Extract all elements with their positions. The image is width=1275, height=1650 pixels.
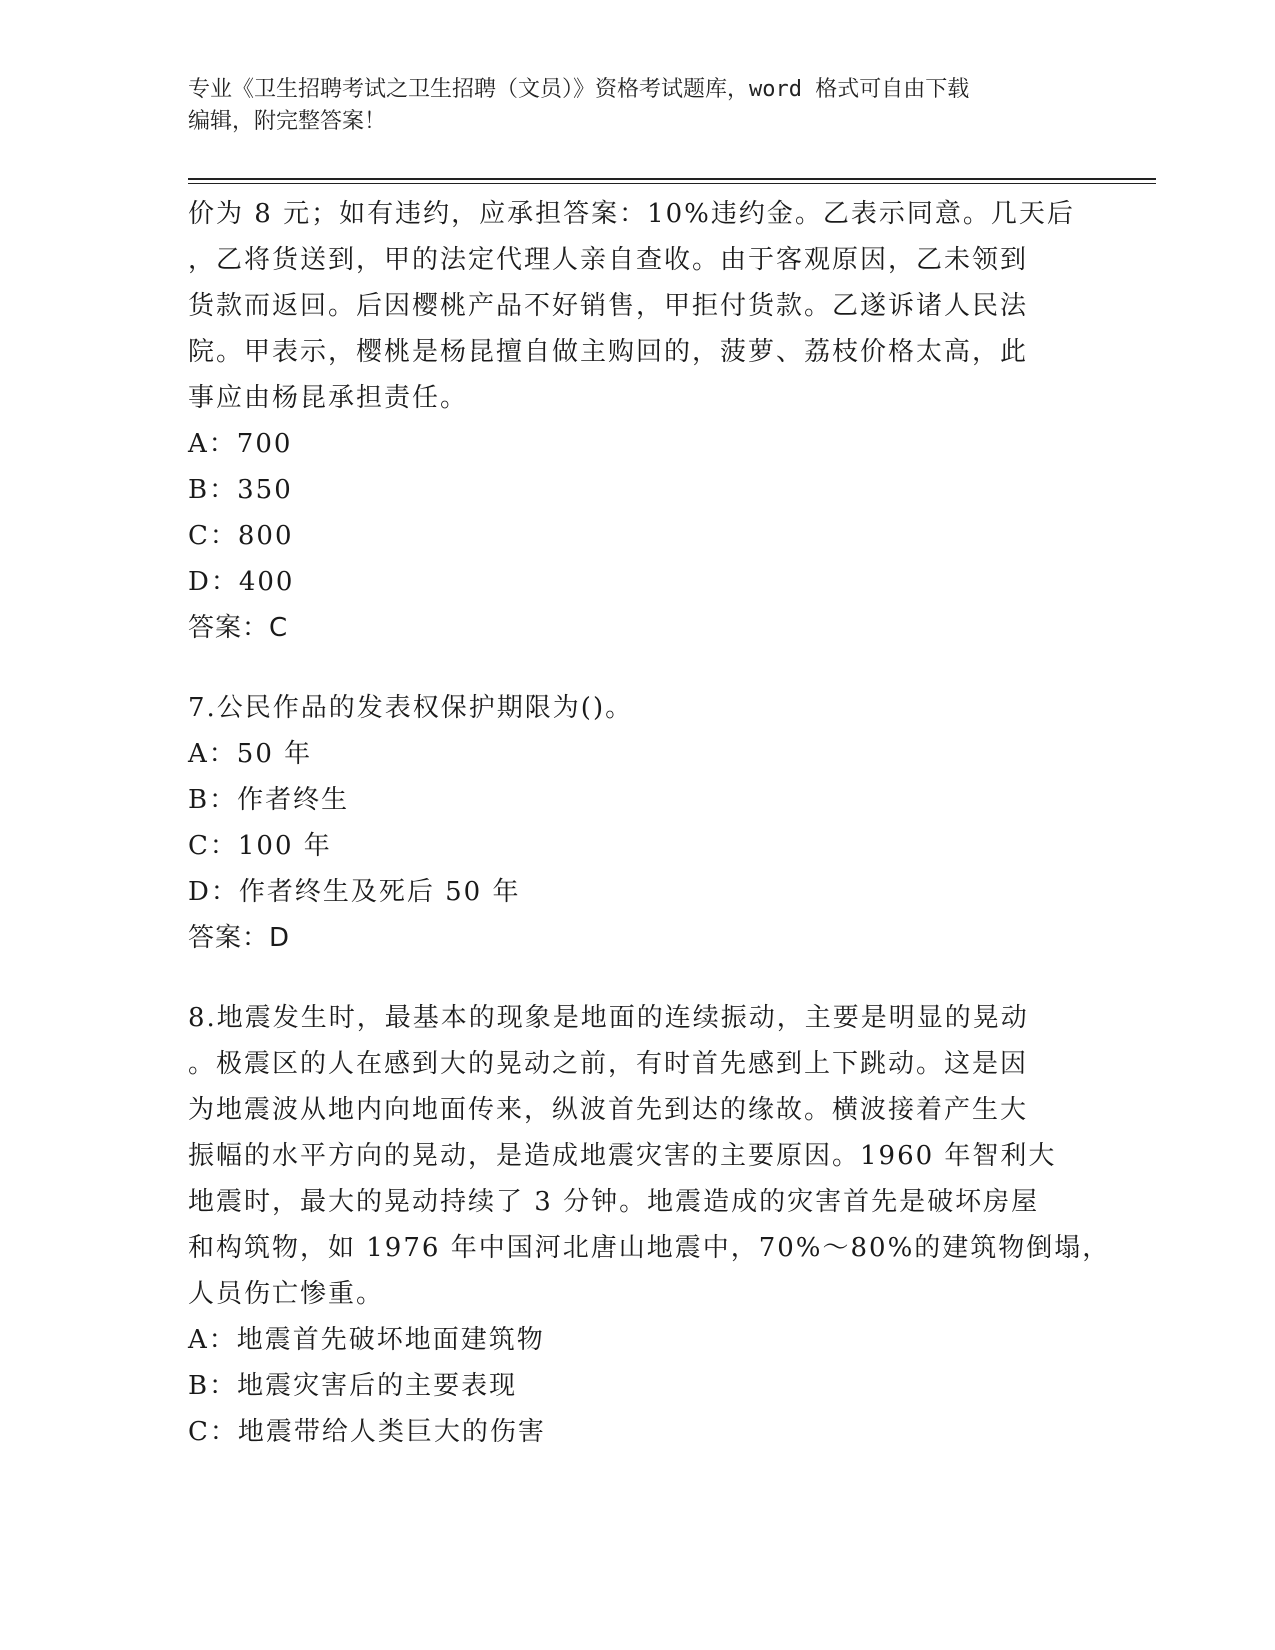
question-8-text-line: 8.地震发生时，最基本的现象是地面的连续振动，主要是明显的晃动 [188, 1003, 1029, 1033]
question-6-text-line: 事应由杨昆承担责任。 [188, 383, 469, 413]
question-8-text-line: 和构筑物，如 1976 年中国河北唐山地震中，70%～80%的建筑物倒塌， [188, 1233, 1111, 1263]
question-8 [188, 995, 1111, 1455]
question-7-stem: 7.公民作品的发表权保护期限为()。 [188, 693, 634, 723]
question-7-answer: 答案：D [188, 923, 291, 953]
question-8-text-line: 为地震波从地内向地面传来，纵波首先到达的缘故。横波接着产生大 [188, 1095, 1029, 1125]
document-body [188, 191, 1111, 1455]
question-6-option-b: B：350 [188, 475, 293, 505]
question-6-text-line: 院。甲表示，樱桃是杨昆擅自做主购回的，菠萝、荔枝价格太高，此 [188, 337, 1029, 367]
question-7 [188, 685, 1088, 961]
question-7-option-b: B：作者终生 [188, 785, 350, 815]
question-8-text-line: 振幅的水平方向的晃动，是造成地震灾害的主要原因。1960 年智利大 [188, 1141, 1057, 1171]
question-7-option-c: C：100 年 [188, 831, 332, 861]
header-divider-thin [188, 183, 1156, 184]
question-8-option-a: A：地震首先破坏地面建筑物 [188, 1325, 545, 1355]
question-6-text-line: 价为 8 元；如有违约，应承担答案：10%违约金。乙表示同意。几天后 [188, 199, 1075, 229]
question-6-option-d: D：400 [188, 567, 295, 597]
question-6-text-line: 货款而返回。后因樱桃产品不好销售，甲拒付货款。乙遂诉诸人民法 [188, 291, 1029, 321]
question-7-option-a: A：50 年 [188, 739, 313, 769]
question-8-text-line: 。极震区的人在感到大的晃动之前，有时首先感到上下跳动。这是因 [188, 1049, 1029, 1079]
question-6-option-c: C：800 [188, 521, 294, 551]
question-8-text-line: 人员伤亡惨重。 [188, 1279, 385, 1309]
question-6-option-a: A：700 [188, 429, 293, 459]
header-line-1: 专业《卫生招聘考试之卫生招聘（文员）》资格考试题库，word 格式可自由下载 [188, 77, 970, 102]
question-7-option-d: D：作者终生及死后 50 年 [188, 877, 521, 907]
spacer [188, 651, 1088, 685]
question-8-text-line: 地震时，最大的晃动持续了 3 分钟。地震造成的灾害首先是破坏房屋 [188, 1187, 1040, 1217]
spacer [188, 961, 1088, 995]
question-8-option-c: C：地震带给人类巨大的伤害 [188, 1417, 546, 1447]
question-6-answer: 答案：C [188, 613, 289, 643]
question-8-option-b: B：地震灾害后的主要表现 [188, 1371, 518, 1401]
header-divider-thick [188, 178, 1156, 180]
page-header [188, 74, 1068, 138]
header-line-2: 编辑，附完整答案！ [188, 109, 387, 134]
question-6 [188, 191, 1088, 651]
question-6-text-line: ，乙将货送到，甲的法定代理人亲自查收。由于客观原因，乙未领到 [188, 245, 1029, 275]
